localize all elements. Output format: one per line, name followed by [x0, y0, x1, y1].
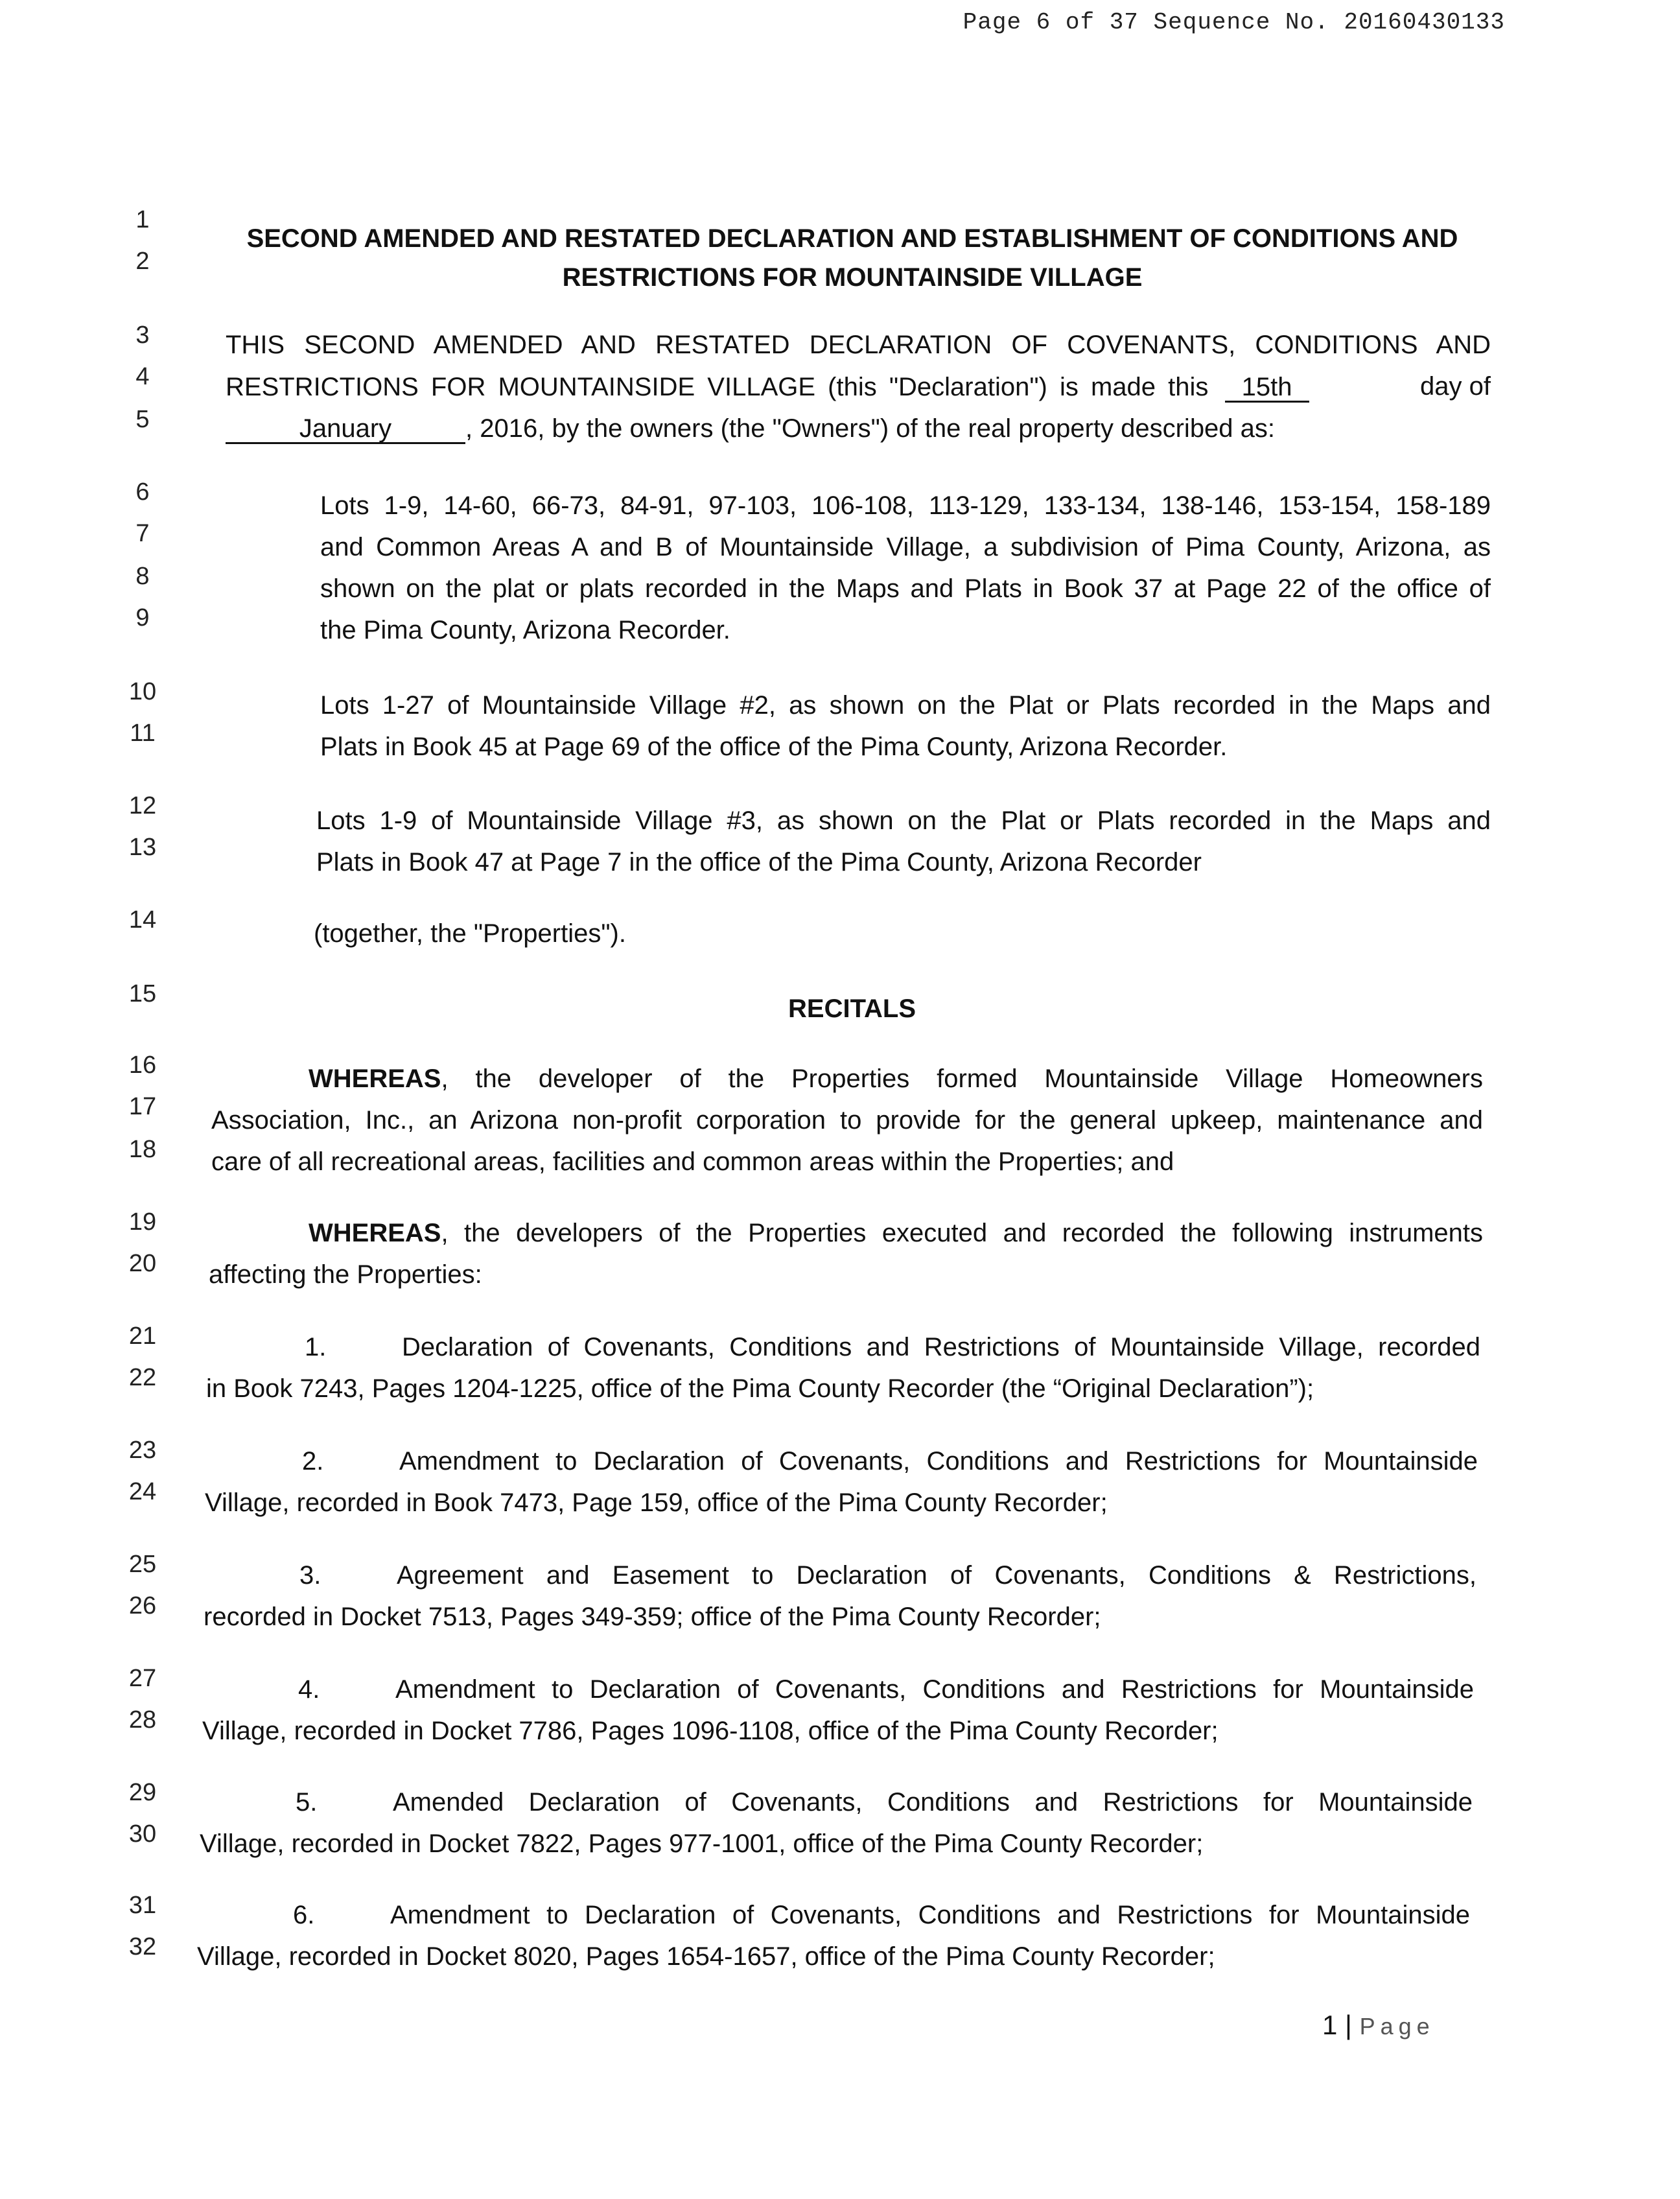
line-number: 10	[128, 678, 157, 705]
instrument-number: 4.	[298, 1675, 320, 1704]
line-number: 29	[128, 1779, 157, 1806]
whereas-2-line-20: affecting the Properties:	[209, 1260, 482, 1289]
instrument-number: 3.	[299, 1561, 321, 1590]
instrument-text: Village, recorded in Book 7473, Page 159, office of the Pima County Recorder;	[205, 1488, 1108, 1517]
instrument-text: Village, recorded in Docket 7786, Pages 1096-1108, office of the Pima County Recorder;	[202, 1717, 1219, 1745]
line-number: 32	[128, 1933, 157, 1960]
page-header: Page 6 of 37 Sequence No. 20160430133	[962, 9, 1505, 36]
line-number: 13	[128, 834, 157, 861]
instrument-text: Agreement and Easement to Declaration of Covenants, Conditions & Restrictions,	[397, 1561, 1476, 1590]
line-number: 21	[128, 1323, 157, 1350]
line-number: 1	[135, 206, 150, 233]
line-number: 12	[128, 792, 157, 819]
line-number: 6	[135, 478, 150, 506]
recitals-heading: RECITALS	[788, 994, 916, 1023]
line-number: 27	[128, 1665, 157, 1692]
line-number: 8	[135, 563, 150, 590]
property-line: Lots 1-9, 14-60, 66-73, 84-91, 97-103, 106-108, 113-129, 133-134, 138-146, 153-154, 158-189	[320, 491, 1491, 520]
property-line: (together, the "Properties").	[314, 919, 626, 948]
intro-line-5	[226, 415, 1275, 444]
whereas-2-text: , the developers of the Properties executed and recorded the following instruments	[441, 1219, 1483, 1247]
line-number: 24	[128, 1478, 157, 1505]
line-number: 30	[128, 1820, 157, 1848]
line-number: 2	[135, 248, 150, 275]
page-footer	[1322, 2010, 1435, 2041]
property-line: the Pima County, Arizona Recorder.	[320, 616, 730, 644]
line-number: 31	[128, 1892, 157, 1919]
property-line: Plats in Book 45 at Page 69 of the office of the Pima County, Arizona Recorder.	[320, 733, 1228, 761]
line-number: 5	[135, 406, 150, 433]
line-number: 4	[135, 363, 150, 390]
line-number: 23	[128, 1437, 157, 1464]
instrument-number: 1.	[305, 1333, 327, 1361]
instrument-text: in Book 7243, Pages 1204-1225, office of the Pima County Recorder (the “Original Declaration”);	[206, 1374, 1314, 1403]
line-number: 15	[128, 980, 157, 1007]
whereas-bold: WHEREAS	[309, 1219, 441, 1247]
intro-line-3: THIS SECOND AMENDED AND RESTATED DECLARATION OF COVENANTS, CONDITIONS AND	[226, 331, 1491, 359]
instrument-text: Amendment to Declaration of Covenants, Conditions and Restrictions for Mountainside	[399, 1447, 1478, 1476]
line-number: 28	[128, 1706, 157, 1734]
whereas-1-text: , the developer of the Properties formed Mountainside Village Homeowners	[441, 1064, 1483, 1093]
property-line: shown on the plat or plats recorded in the Maps and Plats in Book 37 at Page 22 of the office of	[320, 574, 1491, 603]
property-line: Plats in Book 47 at Page 7 in the office of the Pima County, Arizona Recorder	[316, 848, 1202, 876]
line-number: 3	[135, 322, 150, 349]
line-number: 11	[130, 720, 156, 747]
instrument-number: 2.	[302, 1447, 324, 1476]
intro-line-4	[226, 373, 1491, 403]
instrument-text: Amendment to Declaration of Covenants, Conditions and Restrictions for Mountainside	[390, 1901, 1470, 1929]
document-title-line-2: RESTRICTIONS FOR MOUNTAINSIDE VILLAGE	[562, 263, 1143, 292]
footer-separator: |	[1345, 2010, 1352, 2040]
whereas-bold: WHEREAS	[309, 1064, 441, 1093]
line-number: 22	[128, 1364, 157, 1391]
instrument-text: Amended Declaration of Covenants, Conditions and Restrictions for Mountainside	[393, 1788, 1473, 1817]
intro-month-fill: January	[226, 415, 465, 444]
line-number: 19	[128, 1208, 157, 1236]
line-number: 25	[128, 1551, 157, 1578]
document-title-line-1: SECOND AMENDED AND RESTATED DECLARATION AND ESTABLISHMENT OF CONDITIONS AND	[246, 224, 1458, 253]
line-number: 20	[128, 1250, 157, 1277]
instrument-number: 6.	[293, 1901, 315, 1929]
intro-line-5-text: , 2016, by the owners (the "Owners") of the real property described as:	[465, 414, 1276, 443]
instrument-text: Amendment to Declaration of Covenants, Conditions and Restrictions for Mountainside	[395, 1675, 1474, 1704]
whereas-2-line-19	[309, 1220, 1483, 1246]
line-number: 14	[128, 906, 157, 934]
instrument-text: Village, recorded in Docket 7822, Pages 977-1001, office of the Pima County Recorder;	[200, 1829, 1204, 1858]
whereas-1-line-16	[309, 1066, 1483, 1092]
instrument-text: recorded in Docket 7513, Pages 349-359; office of the Pima County Recorder;	[204, 1603, 1101, 1631]
instrument-text: Declaration of Covenants, Conditions and Restrictions of Mountainside Village, recorded	[402, 1333, 1480, 1361]
line-number: 26	[128, 1592, 157, 1619]
whereas-1-line-18: care of all recreational areas, facilities and common areas within the Properties; and	[211, 1147, 1174, 1176]
intro-line-4-text: RESTRICTIONS FOR MOUNTAINSIDE VILLAGE (this "Declaration") is made this	[226, 373, 1209, 401]
line-number: 9	[135, 604, 150, 631]
footer-page-number: 1	[1322, 2010, 1338, 2040]
property-line: Lots 1-27 of Mountainside Village #2, as shown on the Plat or Plats recorded in the Maps and	[320, 691, 1491, 720]
footer-page-word: Page	[1359, 2013, 1435, 2040]
property-line: Lots 1-9 of Mountainside Village #3, as shown on the Plat or Plats recorded in the Maps and	[316, 806, 1491, 835]
instrument-number: 5.	[296, 1788, 318, 1817]
line-number: 18	[128, 1136, 157, 1163]
line-number: 17	[128, 1093, 157, 1120]
property-line: and Common Areas A and B of Mountainside Village, a subdivision of Pima County, Arizona, as	[320, 533, 1491, 561]
whereas-1-line-17: Association, Inc., an Arizona non-profit corporation to provide for the general upkeep, maintenance and	[211, 1106, 1483, 1135]
intro-day-of: day of	[1420, 372, 1491, 401]
line-number: 16	[128, 1052, 157, 1079]
instrument-text: Village, recorded in Docket 8020, Pages 1654-1657, office of the Pima County Recorder;	[197, 1942, 1215, 1971]
intro-day-fill: 15th	[1225, 373, 1309, 403]
line-number: 7	[135, 520, 150, 547]
